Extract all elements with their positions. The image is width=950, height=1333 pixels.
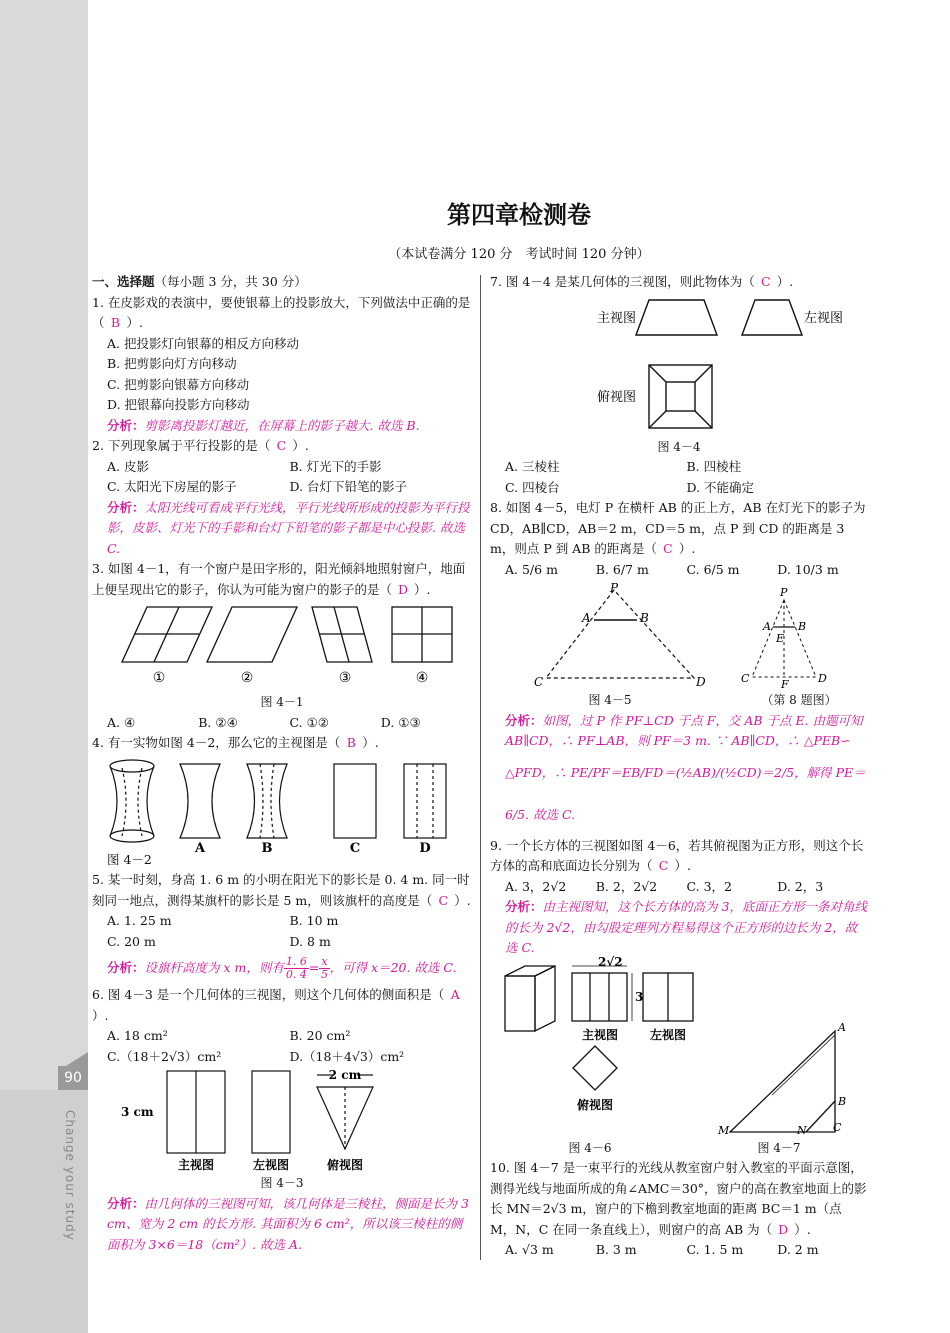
point-label: C [534,675,544,689]
options-row [92,457,472,478]
page-subtitle: （本试卷满分 120 分 考试时间 120 分钟） [388,247,650,262]
point-label: E [776,632,785,645]
figure-4-6-4-7 [490,954,860,1137]
option-c: C.（18＋2√3）cm² [107,1048,222,1064]
figure-caption: （第 8 题图） [761,693,837,707]
option-d: D. 把银幕向投影方向移动 [107,397,250,412]
answer: C [276,438,287,453]
point-label: N [797,1123,807,1137]
point-label: B [640,611,649,625]
figure-caption: 图 4－6 [568,1140,612,1155]
point-label: M [718,1123,730,1137]
options-row [490,457,868,478]
question-4: 4. 有一实物如图 4－2，那么它的主视图是（ B ）. [92,733,472,754]
question-2: 2. 下列现象属于平行投影的是（ C ）. [92,436,472,457]
figure-caption: 图 4－4 [657,439,701,454]
figure-caption: 图 4－2 [107,851,152,867]
view-label: 主视图 [581,1027,619,1042]
options-row [490,1240,868,1261]
options-row [92,713,472,734]
answer: B [110,315,121,330]
figure-caption: 图 4－1 [260,695,304,709]
option-a: A. ④ [107,714,136,730]
point-label: C [833,1120,842,1134]
option-d: D. 2 m [777,1242,819,1257]
options-row [92,1047,472,1068]
option-a: A. 1. 25 m [107,913,172,928]
options-row [490,478,868,499]
page-tab-corner [66,1052,88,1066]
option-c: C. 3，2 [686,878,732,894]
point-label: B [838,1094,847,1108]
point-label: A [582,611,591,625]
question-3: 3. 如图 4－1，有一个窗户是田字形的，阳光倾斜地照射窗户，地面上便呈现出它的影子，你认为可能为窗户的影子的是（ D ）. [92,559,472,600]
options-row [92,1026,472,1047]
option-b: B. 2，2√2 [595,878,658,894]
option-b: B. 10 m [289,913,339,928]
view-label: 俯视图 [326,1158,364,1172]
figure-caption: 图 4－5 [588,693,632,707]
options-row [92,911,472,932]
answer: C [760,274,771,289]
option-c: C. ①② [289,714,329,730]
option-c: C. 1. 5 m [686,1242,744,1257]
option-b: B. 20 cm² [289,1028,351,1043]
fig-label: ③ [338,670,352,686]
answer: A [450,987,460,1002]
option-d: D. 10/3 m [777,561,839,577]
analysis: 分析：剪影离投影灯越近，在屏幕上的影子越大. 故选 B. [107,417,420,433]
answer: B [346,735,356,750]
point-label: A [763,620,771,633]
option-c: C. 20 m [107,933,156,949]
page-number: 90 [58,1066,88,1090]
option-b: B. 灯光下的手影 [289,458,382,474]
point-label: D [818,672,827,685]
dim-label: 3 cm [121,1105,154,1119]
option-c: C. 把剪影向银幕方向移动 [107,376,250,392]
figure-4-1 [107,602,457,690]
point-label: P [610,581,619,595]
analysis-cont: △PFD，∴ PE/PF＝EB/FD＝(½AB)/(½CD)＝2/5，解得 PE＝6/5. 故选 C. [505,764,866,822]
option-d: D. 8 m [289,933,331,949]
option-b: B. 四棱柱 [686,459,742,474]
fig-label: C [349,840,361,856]
view-label: 俯视图 [597,389,637,405]
figure-caption: 图 4－7 [757,1140,801,1155]
option-a: A. 皮影 [107,458,149,474]
point-label: P [780,586,788,599]
question-8: 8. 如图 4－5，电灯 P 在横杆 AB 的正上方，AB 在灯光下的影子为 CD，AB∥CD，AB＝2 m，CD＝5 m，点 P 到 CD 的距离是 3 m，则点 P 到 AB 的距离是（ C ）. [490,498,868,560]
analysis: 分析：太阳光线可看成平行光线，平行光线所形成的投影为平行投影，皮影、灯光下的手影和台灯下铅笔的影子都是中心投影. 故选 C. [107,499,470,556]
option-a: A. 18 cm² [107,1028,168,1043]
section-heading: 一、选择题（每小题 3 分，共 30 分） [92,274,307,289]
point-label: F [781,678,789,691]
answer: C [663,541,673,556]
option-c: C. 四棱台 [505,479,560,495]
option-a: A. 5/6 m [505,561,558,577]
dim-label: 3 [635,989,644,1004]
figure-4-3 [117,1069,447,1181]
left-column [92,272,472,1255]
analysis: 分析：设旗杆高度为 x m，则有 $\frac{1. 6}{0. 4}$ = $\frac{x}{5}$ ，可得 x＝20. 故选 C. [107,955,457,981]
option-d: D. 2，3 [777,878,824,894]
figure-4-2 [92,756,462,854]
figure-4-5 [494,582,864,690]
option-c: C. 太阳光下房屋的影子 [107,479,237,494]
question-9: 9. 一个长方体的三视图如图 4－6，若其俯视图为正方形，则这个长方体的高和底面边长分别为（ C ）. [490,836,868,877]
option-a: A. 把投影灯向银幕的相反方向移动 [107,335,299,351]
question-1: 1. 在皮影戏的表演中，要使银幕上的投影放大，下列做法中正确的是（ B ）. [92,293,472,334]
page-title: 第四章检测卷 [447,201,591,229]
question-5: 5. 某一时刻，身高 1. 6 m 的小明在阳光下的影长是 0. 4 m. 同一时刻同一地点，测得某旗杆的影长是 5 m，则该旗杆的高度是（ C ）. [92,870,472,911]
captions-row [490,690,868,711]
point-label: B [798,620,807,633]
view-label: 左视图 [252,1158,290,1172]
view-label: 左视图 [804,310,844,326]
options-row [92,932,472,953]
dim-label: 2√2 [598,954,623,969]
point-label: A [838,1020,846,1034]
analysis: 分析：如图，过 P 作 PF⊥CD 于点 F，交 AB 于点 E. 由题可知 AB∥CD，∴ PF⊥AB，则 PF＝3 m. ∵ AB∥CD，∴ △PEB∽ [505,712,863,748]
option-b: B. 6/7 m [595,561,649,577]
view-label: 左视图 [649,1027,687,1042]
fig-label: ① [152,670,166,686]
fig-label: A [194,840,206,856]
point-label: D [696,675,706,689]
option-a: A. 3，2√2 [505,878,567,894]
option-a: A. 三棱柱 [505,459,560,474]
option-d: D. ①③ [380,714,421,730]
options-row [490,560,868,581]
analysis: 分析：由几何体的三视图可知，该几何体是三棱柱，侧面是长为 3 cm、宽为 2 cm 的长方形. 其面积为 6 cm²，所以该三棱柱的侧面积为 3×6＝18（cm²）. 故选 A. [107,1195,469,1252]
option-d: D. 不能确定 [686,479,755,495]
answer: C [438,892,449,908]
fig-label: ② [240,670,254,686]
options-row [92,477,472,498]
option-b: B. 3 m [595,1242,637,1257]
question-6: 6. 图 4－3 是一个几何体的三视图，则这个几何体的侧面积是（ A）. [92,985,472,1026]
side-slogan: Change your study [63,1110,77,1241]
fig-label: D [419,840,431,856]
view-label: 俯视图 [576,1097,614,1112]
dim-label: 2 cm [328,1068,362,1082]
answer: D [778,1221,789,1237]
option-d: D.（18＋4√3）cm² [289,1048,405,1064]
option-c: C. 6/5 m [686,561,740,577]
fig-label: B [261,840,273,856]
fig-label: ④ [415,670,429,686]
view-label: 主视图 [597,310,637,326]
figure-caption: 图 4－3 [260,1176,304,1190]
question-7: 7. 图 4－4 是某几何体的三视图，则此物体为（ C ）. [490,272,868,293]
view-label: 主视图 [177,1158,215,1172]
captions-row [490,1138,868,1159]
option-d: D. 台灯下铅笔的影子 [289,479,408,494]
point-label: C [741,672,750,685]
answer: D [398,581,409,597]
answer: C [658,858,669,873]
analysis: 分析：由主视图知，这个长方体的高为 3，底面正方形一条对角线的长为 2√2，由勾股定理列方程易得这个正方形的边长为 2，故选 C. [505,899,867,955]
option-b: B. ②④ [198,714,238,730]
option-b: B. 把剪影向灯方向移动 [107,356,237,371]
column-divider [480,275,481,1260]
options-row [490,877,868,898]
option-a: A. √3 m [505,1242,554,1257]
question-10: 10. 图 4－7 是一束平行的光线从教室窗户射入教室的平面示意图，测得光线与地面所成的角∠AMC＝30°，窗户的高在教室地面上的影长 MN＝2√3 m，窗户的下檐到教室地面的距离 BC＝1 m（点 M，N，C 在同一条直线上），则窗户的高 AB 为（ D ）. [490,1158,868,1240]
right-column [490,272,868,1261]
figure-4-4 [529,295,844,435]
